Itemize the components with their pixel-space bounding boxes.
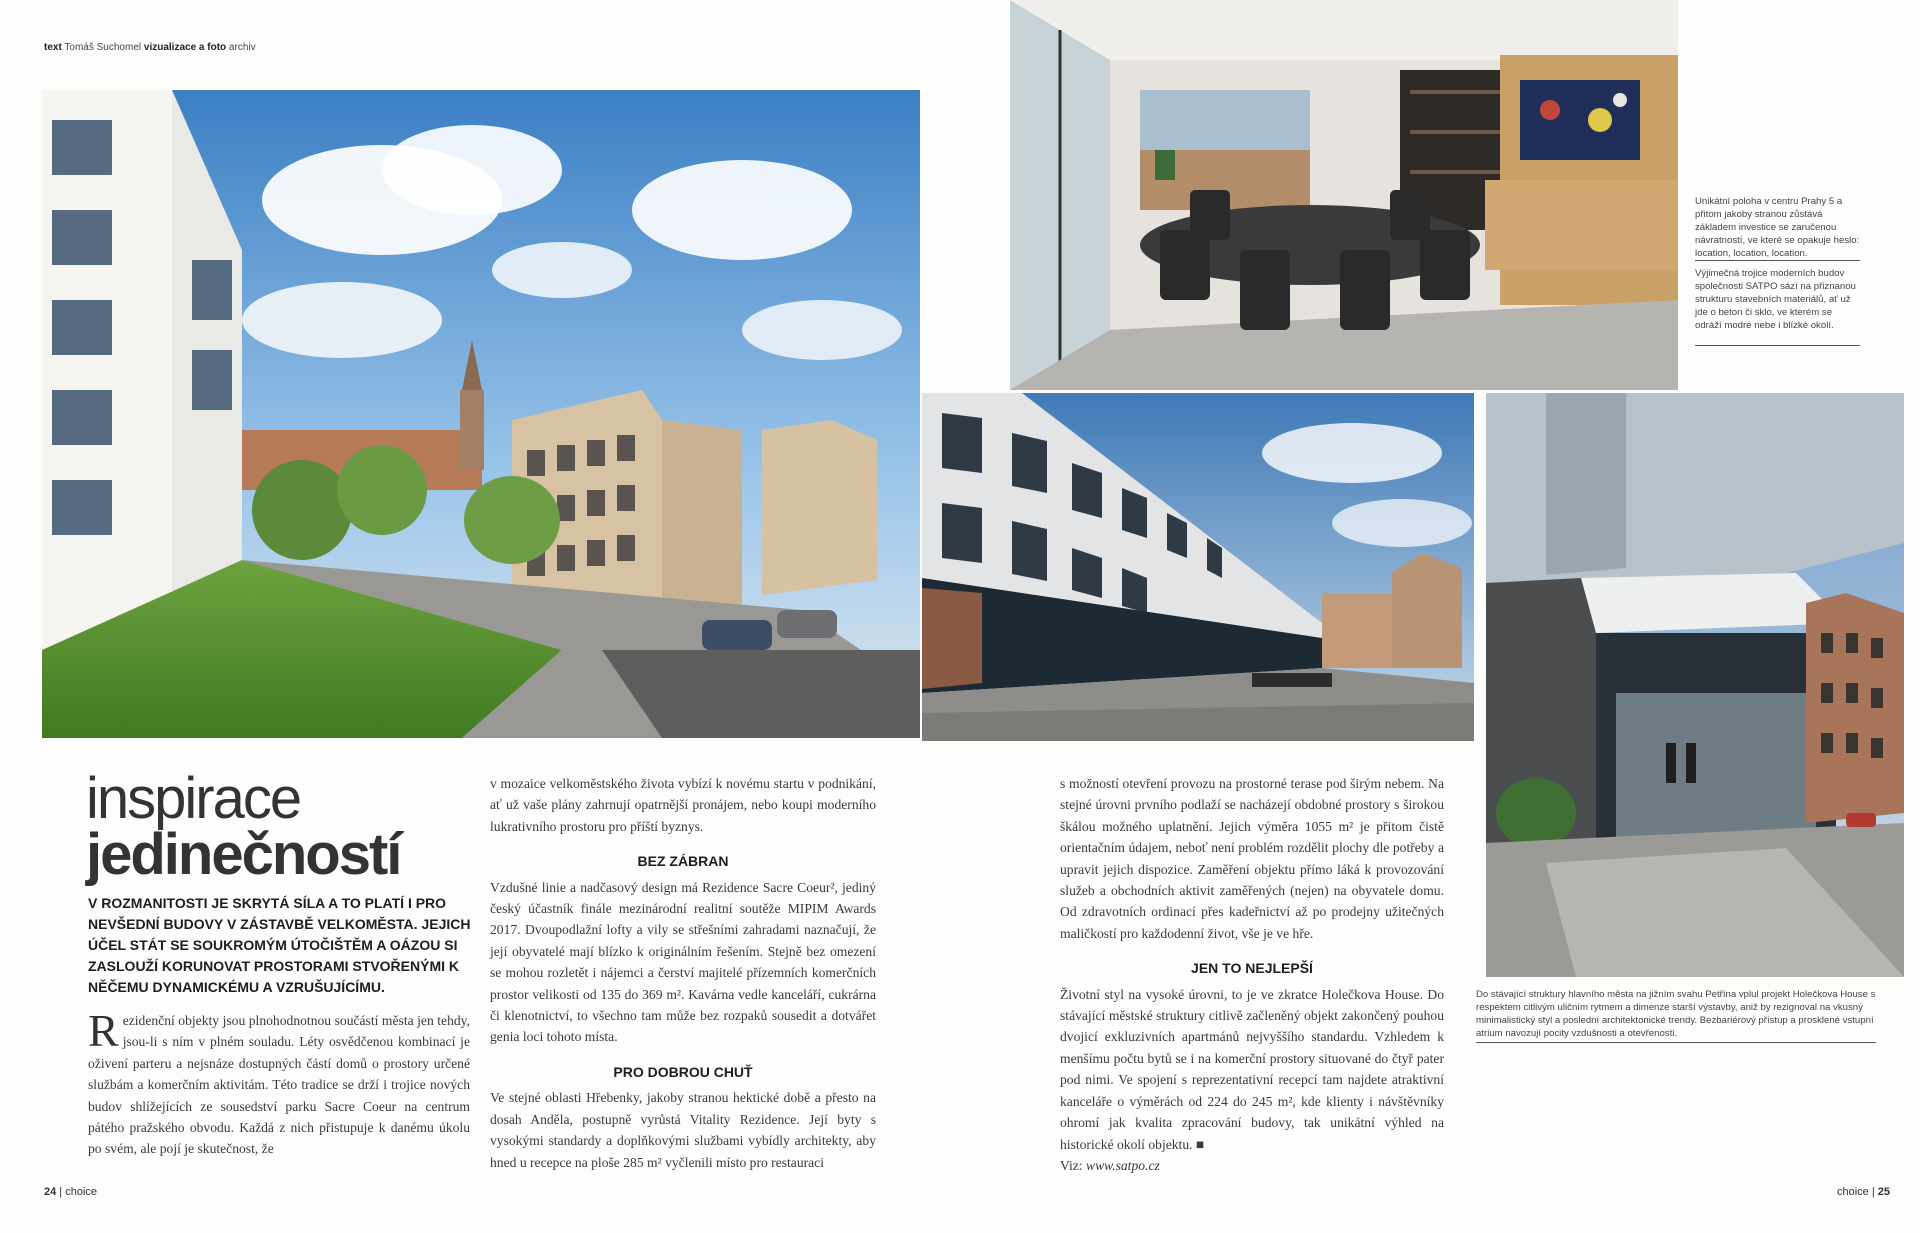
column-1 [88,1005,470,1160]
col3-viz-line [1060,1155,1444,1176]
col2-paragraph-3: Ve stejné oblasti Hřebenky, jakoby stranou hektické době a přesto na dosah Anděla, postupně vyrůstá Vitality Rezidence. Její byty s vysokými standardy a doplňkovými službami vybídly architekty, aby hned u recepce na ploše 285 m² vyčlenili místo pro restauraci [490,1090,876,1170]
satpo-link[interactable]: www.satpo.cz [1086,1157,1160,1173]
col2-paragraph-2: Vzdušné linie a nadčasový design má Rezidence Sacre Coeur², jediný český účastník finále mezinárodní realitní soutěže MIPIM Awards 2017. Dvoupodlažní lofty a vily se střešními zahradami naznačují, že její obyvatelé mají blízko k originálním řešením. Stejně bez omezení se mohou rozletět i nájemci a čerství majitelé přízemních komerčních prostor velikosti od 135 do 369 m². Kavárna vedle kanceláří, cukrárna či klenotnictví, to všechno tam může bez rozpaků sousedit a dotvářet genia loci tohoto místa. [490,879,876,1045]
folio-right: choice | 25 [1836,1186,1890,1198]
credits-line [44,42,256,53]
photo-holeckova-house [1486,393,1904,977]
page-number-left: 24 [44,1186,57,1198]
title-line1: inspirace [86,766,301,831]
col2-paragraph-1: v mozaice velkoměstského života vybízí k novému startu v podnikání, ať už vaše plány zahrnují opatrnější pronájem, nebo koupi moderního lukrativního prostoru pro příští byznys. [490,776,876,834]
caption-rule-3 [1476,1042,1876,1043]
photo-rezidence-sacre-coeur [42,90,920,738]
caption-rule-1 [1695,260,1860,261]
credit-visual-source: archiv [228,42,256,53]
credit-author: Tomáš Suchomel [64,42,142,53]
subhead-bez-zabran: BEZ ZÁBRAN [637,853,729,870]
column-3 [1060,773,1444,1176]
caption-rule-2 [1695,345,1860,346]
col1-text: ezidenční objekty jsou plnohodnotnou součástí města jen tehdy, jsou-li s ním v plném souladu. Léty osvědčenou kombinací je oživení parteru a nejsnáze dostupných částí domů o prostory určené službám a komerčním aktivitám. Této tradice se drží i trojice nových budov shlížejících ze sousedství parku Sacre Coeur na centrum pátého pražského obvodu. Každá z nich přistupuje k danému úkolu po svém, ale pojí je skutečnost, že [88,1013,470,1157]
page-number-right: 25 [1877,1186,1890,1198]
subhead-jen-to-nejlepsi: JEN TO NEJLEPŠÍ [1191,960,1313,977]
caption-holeckova: Do stávající struktury hlavního města na jižním svahu Petřína vplul projekt Holečkova House s respektem citlivým uličním rytmem a dimenze starší výstavby, aniž by rezignoval na vkusný minimalistický styl a poslední architektonické trendy. Bezbariérový přístup a prosklené vstupní atrium navozují pocity vzdušnosti a otevřenosti. [1476,989,1876,1039]
credit-visual-label: vizualizace a foto [143,42,227,53]
subhead-pro-dobrou-chut: PRO DOBROU CHUŤ [613,1063,753,1080]
dropcap: R [88,1005,119,1056]
col3-paragraph-1: s možností otevření provozu na prostorné terase pod širým nebem. Na stejné úrovni prvního podlaží se nacházejí obdobné prostory s širokou škálou možného uplatnění. Jejich výměra 1055 m² je přitom čistě orientačním údajem, neboť není problém rozdělit plochy dle potřeby a upravit jejich dispozice. Zaměření objektu přímo láká k provozování služeb a obchodních aktivit zaměřených (nejen) na obyvatele domu. Od zdravotních ordinací přes kadeřnictví až po prodejny užitečných maličkostí pro každodenní život, vše je ve hře. [1060,776,1444,941]
lead-paragraph: V ROZMANITOSTI JE SKRYTÁ SÍLA A TO PLATÍ I PRO NEVŠEDNÍ BUDOVY V ZÁSTAVBĚ VELKOMĚSTA. JEJICH ÚČEL STÁT SE SOUKROMÝM ÚTOČIŠTĚM A OÁZOU SI ZASLOUŽÍ KORUNOVAT PROSTORAMI STVOŘENÝMI K NĚČEMU DYNAMICKÉMU A VZRUŠUJÍCÍMU. [88,895,471,995]
photo-vitality-building [922,393,1474,741]
col3-paragraph-2: Životní styl na vysoké úrovni, to je ve zkratce Holečkova House. Do stávající městské struktury citlivě začleněný objekt zakončený pouhou dvojicí exkluzivních apartmánů nejvyššího standardu. Vzhledem k menšímu počtu bytů se i na komerční prostory situované do čtyř pater pod nimi. Ve spojení s reprezentativní recepcí tam najdete atraktivní kanceláře o výměrách od 224 do 245 m², kde klienty i návštěvníky ohromí jak kvalita zpracování budovy, tak unikátní výhled na historické okolí objektu. ■ [1060,986,1444,1152]
title-line2: jedinečností [86,822,401,887]
photo-interior-meeting-room [1010,0,1678,390]
column-2 [490,773,876,1173]
magazine-name-left: choice [65,1186,98,1198]
credit-text-label: text [44,42,62,53]
folio-left: 24 | choice [44,1186,98,1198]
viz-label: Viz: [1060,1157,1083,1173]
magazine-name-right: choice [1836,1186,1869,1198]
caption-satpo-trio: Výjimečná trojice moderních budov společnosti SATPO sází na přiznanou strukturu stavebních materiálů, ať už jde o beton či sklo, ve kterém se odráží modré nebe i blízké okolí. [1695,268,1856,331]
caption-location: Unikátní poloha v centru Prahy 5 a přitom jakoby stranou zůstává základem investice se zaručenou návratností, ve které se opakuje heslo: location, location, location. [1695,196,1860,259]
